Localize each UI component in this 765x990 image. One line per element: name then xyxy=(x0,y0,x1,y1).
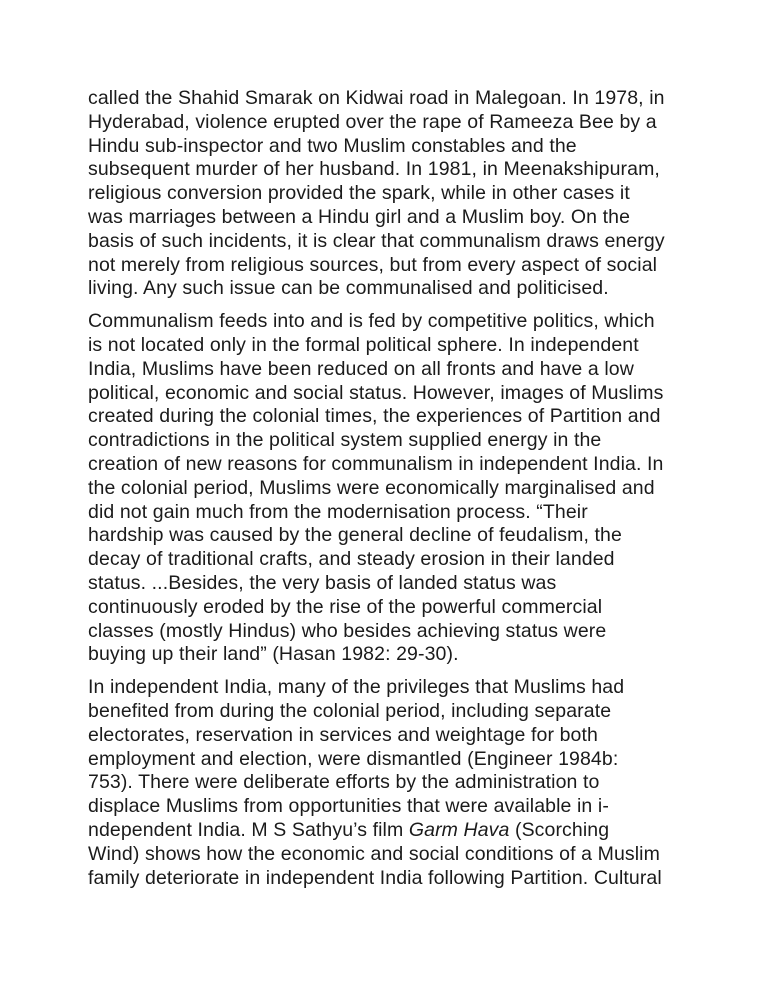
text-segment: employment and election, were dismantled (Engineer 1984b: xyxy=(88,747,619,770)
text-line xyxy=(88,548,695,572)
text-line xyxy=(88,843,695,867)
text-line xyxy=(88,334,695,358)
text-line xyxy=(88,182,695,206)
paragraph xyxy=(88,676,695,890)
text-segment: In independent India, many of the privileges that Muslims had xyxy=(88,676,625,699)
text-segment: hardship was caused by the general decline of feudalism, the xyxy=(88,524,622,547)
text-line xyxy=(88,572,695,596)
paragraph xyxy=(88,87,695,301)
text-segment: ndependent India. M S Sathyu’s film xyxy=(88,818,409,841)
text-line xyxy=(88,771,695,795)
italic-text: Garm Hava xyxy=(408,818,510,841)
text-segment: electorates, reservation in services and weightage for both xyxy=(88,723,598,746)
text-segment: Hyderabad, violence erupted over the rape of Rameeza Bee by a xyxy=(88,110,657,133)
text-segment: subsequent murder of her husband. In 1981, in Meenakshipuram, xyxy=(88,158,660,181)
text-segment: buying up their land” (Hasan 1982: 29-30). xyxy=(88,643,459,666)
text-line xyxy=(88,700,695,724)
text-line xyxy=(88,620,695,644)
text-segment: basis of such incidents, it is clear that communalism draws energy xyxy=(88,229,665,252)
text-line xyxy=(88,501,695,525)
text-segment: family deteriorate in independent India following Partition. Cultural xyxy=(88,866,662,889)
text-segment: the colonial period, Muslims were economically marginalised and xyxy=(88,476,655,499)
text-segment: contradictions in the political system supplied energy in the xyxy=(88,429,602,452)
text-line xyxy=(88,429,695,453)
text-segment: (Scorching xyxy=(509,818,610,841)
text-segment: is not located only in the formal political sphere. In independent xyxy=(88,333,639,356)
text-line xyxy=(88,358,695,382)
text-segment: religious conversion provided the spark, while in other cases it xyxy=(88,182,630,205)
text-line xyxy=(88,795,695,819)
text-segment: creation of new reasons for communalism in independent India. In xyxy=(88,452,664,475)
text-line xyxy=(88,254,695,278)
text-segment: living. Any such issue can be communalised and politicised. xyxy=(88,277,609,300)
text-segment: status. ...Besides, the very basis of landed status was xyxy=(88,571,557,594)
text-segment: continuously eroded by the rise of the powerful commercial xyxy=(88,595,603,618)
text-line xyxy=(88,596,695,620)
text-line xyxy=(88,867,695,891)
text-segment: not merely from religious sources, but from every aspect of social xyxy=(88,253,658,276)
text-line xyxy=(88,724,695,748)
text-line xyxy=(88,135,695,159)
text-line xyxy=(88,158,695,182)
text-line xyxy=(88,643,695,667)
text-line xyxy=(88,819,695,843)
text-line xyxy=(88,87,695,111)
paragraph xyxy=(88,310,695,667)
text-segment: Hindu sub-inspector and two Muslim constables and the xyxy=(88,134,577,157)
text-line xyxy=(88,382,695,406)
text-segment: decay of traditional crafts, and steady erosion in their landed xyxy=(88,548,615,571)
text-segment: called the Shahid Smarak on Kidwai road in Malegoan. In 1978, in xyxy=(88,87,665,109)
text-segment: displace Muslims from opportunities that were available in i- xyxy=(88,795,609,818)
text-line xyxy=(88,206,695,230)
text-segment: was marriages between a Hindu girl and a Muslim boy. On the xyxy=(88,205,631,228)
text-segment: 753). There were deliberate efforts by the administration to xyxy=(88,771,600,794)
text-line xyxy=(88,676,695,700)
text-line xyxy=(88,277,695,301)
text-line xyxy=(88,230,695,254)
text-segment: India, Muslims have been reduced on all fronts and have a low xyxy=(88,357,634,380)
text-line xyxy=(88,524,695,548)
text-segment: did not gain much from the modernisation process. “Their xyxy=(88,500,588,523)
text-segment: created during the colonial times, the experiences of Partition and xyxy=(88,405,661,428)
text-line xyxy=(88,405,695,429)
text-segment: political, economic and social status. However, images of Muslims xyxy=(88,381,664,404)
text-line xyxy=(88,748,695,772)
text-segment: Communalism feeds into and is fed by competitive politics, which xyxy=(88,310,655,333)
text-segment: benefited from during the colonial period, including separate xyxy=(88,699,612,722)
text-line xyxy=(88,111,695,135)
text-segment: Wind) shows how the economic and social conditions of a Muslim xyxy=(88,842,660,865)
text-line xyxy=(88,310,695,334)
text-line xyxy=(88,453,695,477)
text-segment: classes (mostly Hindus) who besides achieving status were xyxy=(88,619,607,642)
text-line xyxy=(88,477,695,501)
